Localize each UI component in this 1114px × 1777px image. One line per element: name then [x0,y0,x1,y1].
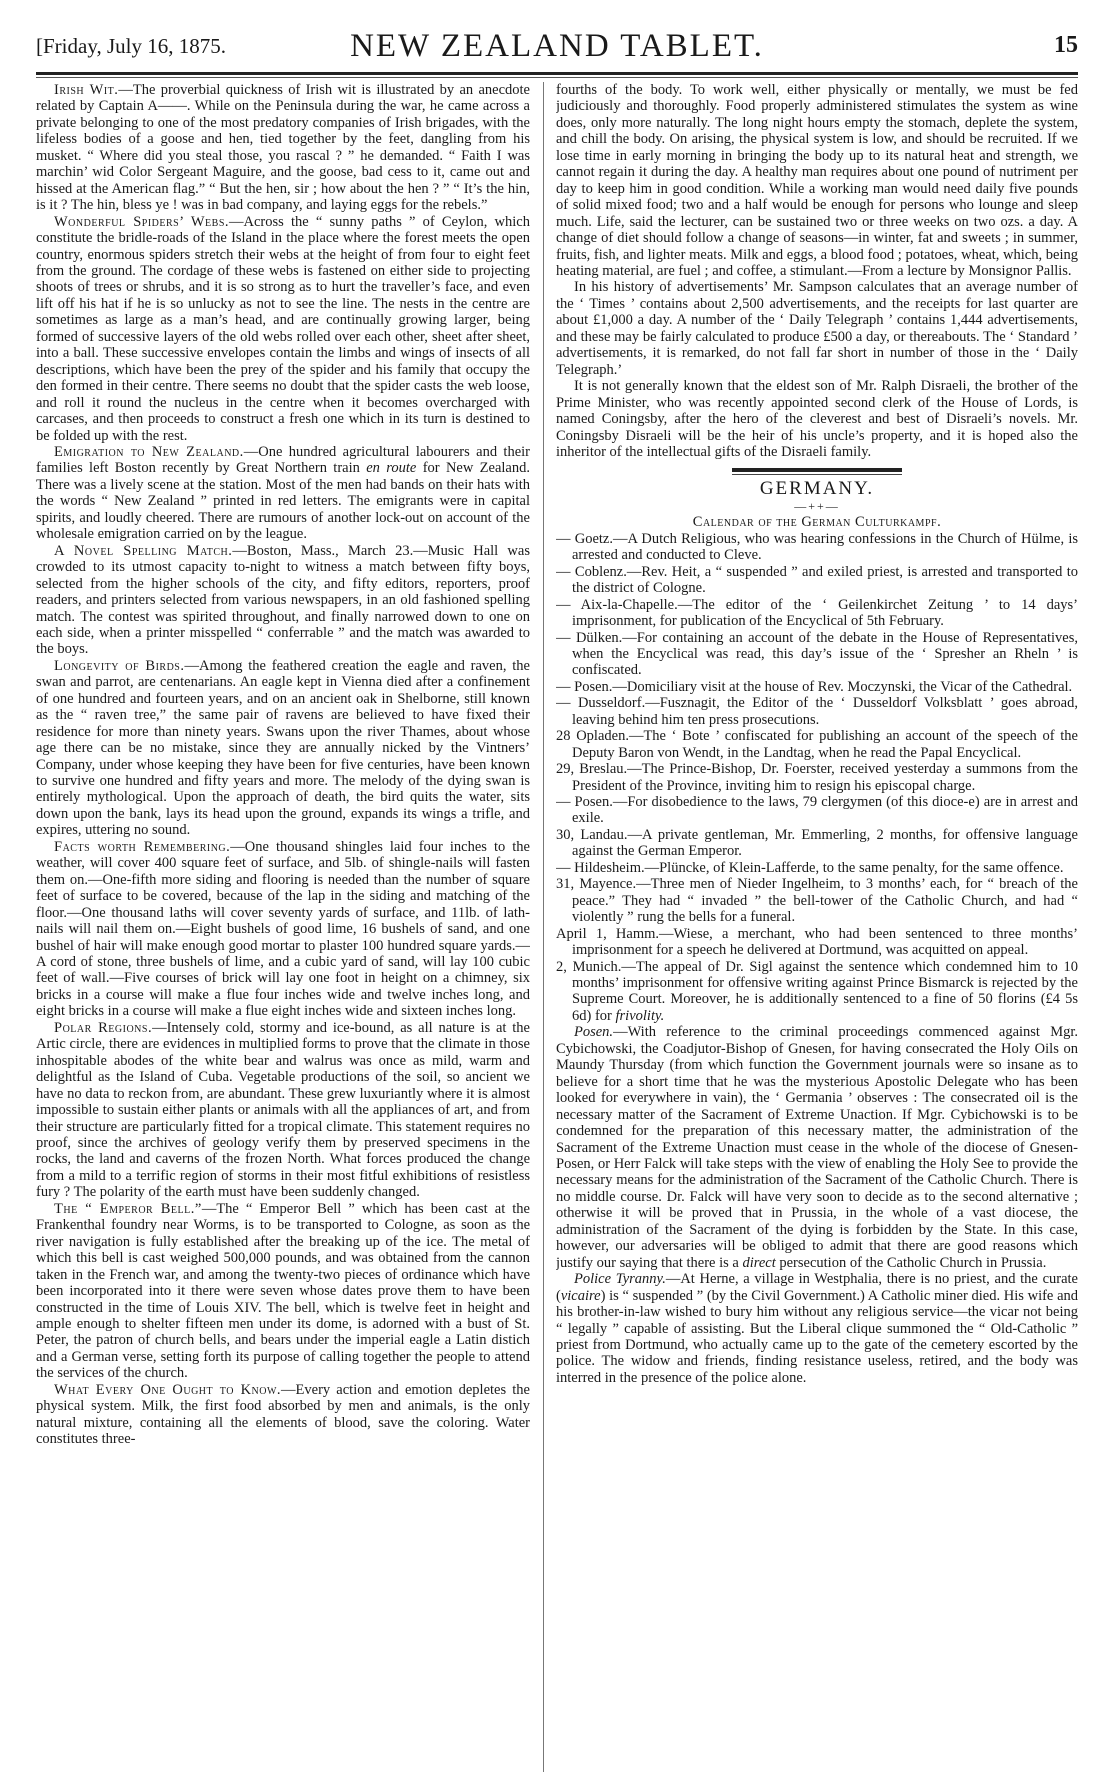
article-polar-regions [36,1020,530,1201]
article-heading: Wonderful Spiders’ Webs. [54,213,230,230]
issue-date: [Friday, July 16, 1875. [36,34,226,58]
article-body: —One thousand shingles laid four inches to the weather, will cover 400 square feet of surface, and 5lb. of shingle-nails will fasten them on.—One-fifth more siding and flooring is needed than the number of square feet of surface to be covered, because of the lap in the siding and matching of the floor.—One thousand laths will cover seventy yards of surface, and 11lb. of lath-nails will nail them on.—Eight bushels of good lime, 16 bushels of sand, and one bushel of hair will make enough good mortar to plaster 100 hundred square yards.—A cord of stone, three bushels of lime, and a cubic yard of sand, will lay 100 cubic feet of wall.—Five courses of brick will lay one foot in height on a chimney, six bricks in a course will make a flue four inches wide and twelve inches long, and eight bricks in a course will make a flue eight inches wide and sixteen inches long. [36,838,530,1020]
page-number: 15 [1054,32,1078,58]
column-divider [543,82,544,1772]
article-posen [556,1024,1078,1271]
left-column [36,82,530,1772]
article-body: —At Herne, a village in Westphalia, there is no priest, and the curate ( [556,1271,1078,1304]
article-body: ) is “ suspended ” (by the Civil Government.) A Catholic miner died. His wife and his brother-in-law wished to bury him without any religious service—the vicar not being “ legally ” capable of assisting. But the Liberal clique summoned the “ Old-Catholic ” priest from Dortmund, who actually came up to the gate of the cemetery escorted by the police. The widow and friends, finding resistance useless, retired, and the body was interred in the presence of the police alone. [556,1287,1078,1386]
article-irish-wit [36,82,530,214]
article-body: —Among the feathered creation the eagle and raven, the swan and parrot, are centenarians. An eagle kept in Vienna died after a confinement of one hundred and fourteen years, and on an ancient oak in Shelborne, still known as the “ raven tree,” the same pair of ravens are believed to have fixed their residence for more than ninety years. Swans upon the river Thames, about whose age there can be no mistake, since they are annually nicked by the Vintners’ Company, under whose keeping they have been for five centuries, have been known to survive one hundred and fifty years and more. The melody of the dying swan is entirely mythological. Upon the approach of death, the bird quits the water, sits down upon the bank, lays its head upon the ground, expands its wings a trifle, and expires, uttering no sound. [36,657,530,839]
article-italic: direct [742,1254,776,1271]
article-italic: en route [366,460,417,477]
article-spelling-match [36,543,530,658]
article-disraeli: It is not generally known that the eldest son of Mr. Ralph Disraeli, the brother of the Prime Minister, who was recently appointed second clerk of the House of Lords, is named Coningsby, after the hero of the cleverest and best of Disraeli’s novels. Mr. Coningsby Disraeli will be the heir of his uncle’s property, and it is hoped also the inheritor of the intellectual gifts of the Disraeli family. [556,378,1078,460]
calendar-entry: — Goetz.—A Dutch Religious, who was hearing confessions in the Church of Hülme, is arrested and conducted to Cleve. [556,530,1078,564]
article-italic: vicaire [560,1287,601,1304]
article-body: —Boston, Mass., March 23.—Music Hall was crowded to its utmost capacity to-night to witness a match between fifty boys, selected from the higher schools of the city, and fifty editors, reporters, proof readers, and printers selected from various newspapers, in an old fashioned spelling match. The contest was spirited throughout, and finally narrowed down to one on each side, when a printer misspelled “ conferrable ” and the match was awarded to the boys. [36,542,530,658]
calendar-entry-munich [556,959,1078,1025]
calendar-entry: 28 Opladen.—The ‘ Bote ’ confiscated for publishing an account of the speech of the Deputy Baron von Wendt, in the Landtag, when he read the Papal Encyclical. [556,728,1078,761]
masthead [36,28,1078,72]
article-body: —With reference to the criminal proceedings commenced against Mgr. Cybichowski, the Coadjutor-Bishop of Gnesen, for having consecrated the Holy Oils on Maundy Thursday (from which function the Government journals were so insane as to believe for a short time that he was the mysterious Apostolic Delegate who has been looked for everywhere in vain), the ‘ Germania ’ observes : The consecrated oil is the necessary matter of the Sacrament of Extreme Unaction. If Mgr. Cybichowski is to be condemned for the preparation of this necessary matter, the administration of the Sacrament of the Extreme Unaction must cease in the whole of the diocese of Gnesen-Posen, or Herr Falck will take steps with the view of enabling the Holy See to provide the necessary means for the administration of the Sacrament of the Catholic Church. There is no middle course. Dr. Falck will have very soon to decide as to the second alternative ; otherwise it will be proved that in Prussia, in the whole of a vast diocese, the administration of the Sacrament of the dying is forbidden by the State. In this case, however, our adversaries will be obliged to admit that there are good reasons which justify our saying that there is a [556,1024,1078,1271]
calendar-entry: 29, Breslau.—The Prince-Bishop, Dr. Foerster, received yesterday a summons from the President of the Province, inviting him to resign his episcopal charge. [556,761,1078,794]
calendar-entry-italic: frivolity. [615,1007,665,1024]
article-longevity-birds [36,658,530,839]
article-advertisements: In his history of advertisements’ Mr. Sampson calculates that an average number of the ‘ Times ’ contains about 2,500 advertisements, and the receipts for last quarter are about £1,000 a day. A number of the ‘ Daily Telegraph ’ contains 1,444 advertisements, and these may be fairly calculated to produce £500 a day, or thereabouts. The ‘ Standard ’ advertisements, it is remarked, do not fall far short in number of those in the ‘ Daily Telegraph.’ [556,279,1078,378]
article-heading: Police Tyranny. [574,1271,666,1288]
article-heading: A Novel Spelling Match. [54,542,233,559]
article-body: —The “ Emperor Bell ” which has been cast at the Frankenthal foundry near Worms, is to be transported to Cologne, as soon as the river navigation is fully established after the breaking up of the ice. The metal of which this bell is cast weighed 500,000 pounds, and was obtained from the cannon taken in the French war, and among the twenty-two pieces of ordinance which have been incorporated into it there were seven whose dates prove them to have been constructed in the time of Louis XIV. The bell, which is twelve feet in height and ample enough to shelter fifteen men under its dome, is adorned with a bust of St. Peter, the patron of church bells, and bears under the imperial eagle a Latin distich and a German verse, setting forth its purpose of calling together the people to attend the services of the church. [36,1200,530,1382]
section-title-germany: GERMANY. [759,478,875,500]
article-heading: Facts worth Remembering. [54,838,231,855]
masthead-rule-thin [36,77,1078,78]
calendar-entry-text: 2, Munich.—The appeal of Dr. Sigl against the sentence which condemned him to 10 months’ imprisonment for offensive writing against Prince Bismarck is rejected by the Supreme Court. Moreover, he is additionally sentenced to a fine of 50 florins (£4 5s 6d) for [556,958,1078,1024]
calendar-entry: — Hildesheim.—Plüncke, of Klein-Lafferde, to the same penalty, for the same offence. [556,859,1064,876]
article-body: —The proverbial quickness of Irish wit is illustrated by an anecdote related by Captain A——. While on the Peninsula during the war, he came across a private belonging to one of the most predatory companies of Irish brigades, with the lifeless bodies of a goose and hen, tied together by the feet, dangling from his musket. “ Where did you steal those, you rascal ? ” he demanded. “ Faith I was marchin’ wid Color Sergeant Maguire, and the goose, bad cess to it, came out and hissed at the American flag.” “ But the hen, sir ; how about the hen ? ” “ It’s the hin, is it ? The hin, bless ye ! was in bad company, and laying eggs for the rebels.” [36,82,530,214]
article-body: for New Zealand. There was a lively scene at the station. Most of the men had bands on their hats with the words “ New Zealand ” printed in red letters. The emigrants were in capital spirits, and loudly cheered. There are rumours of another lock-out on account of the wholesale emigration carried on by the league. [36,460,530,543]
article-ought-to-know [36,1382,530,1448]
calendar-entry: — Dusseldorf.—Fusznagit, the Editor of the ‘ Dusseldorf Volksblatt ’ goes abroad, leaving behind him ten press prosecutions. [556,695,1078,728]
masthead-rule [36,72,1078,75]
calendar-entry: — Posen.—Domiciliary visit at the house of Rev. Moczynski, the Vicar of the Cathedral. [556,678,1073,695]
article-body: persecution of the Catholic Church in Prussia. [775,1254,1047,1271]
article-facts [36,839,530,1020]
calendar-entry: April 1, Hamm.—Wiese, a merchant, who had been sentenced to three months’ imprisonment for a speech he delivered at Dortmund, was acquitted on appeal. [556,925,1078,959]
article-emperor-bell [36,1201,530,1382]
newspaper-title: NEW ZEALAND TABLET. [350,28,764,64]
calendar-entry: — Aix-la-Chapelle.—The editor of the ‘ Geilenkirchet Zeitung ’ to 14 days’ imprisonment, for publication of the Encyclical of 5th February. [556,596,1078,630]
article-body: —Across the “ sunny paths ” of Ceylon, which constitute the bridle-roads of the Island in the place where the forest meets the open country, enormous spiders stretch their webs at the height of from four to eight feet from the ground. The cordage of these webs is fastened on either side to projecting shoots of trees or shrubs, and it is so strong as to hurt the traveller’s face, and even lift off his hat if he is so unlucky as not to see the line. The nests in the centre are sometimes as large as a man’s head, and are continually growing larger, being formed of successive layers of the old webs rolled over each other, sheet after sheet, into a ball. These successive envelopes contain the limbs and wings of insects of all descriptions, which have been the prey of the spider and his family that occupy the den formed in their centre. There seems no doubt that the spider casts the web loose, and roll it round the nucleus in the centre when it becomes overcharged with carcases, and then proceeds to construct a fresh one which in its turn is destined to be folded up with the rest. [36,213,530,444]
article-body: —Every action and emotion depletes the physical system. Milk, the first food absorbed by men and animals, is the only natural mixture, containing all the elements of blood, save the coloring. Water constitutes three- [36,1381,530,1448]
calendar-entry: — Posen.—For disobedience to the laws, 79 clergymen (of this dioce-e) are in arrest and exile. [556,794,1078,827]
calendar-entry: 31, Mayence.—Three men of Nieder Ingelheim, to 3 months’ each, for “ breach of the peace.” They had “ invaded ” the bell-tower of the Catholic Church, and had “ violently ” rung the bells for a funeral. [556,876,1078,926]
article-heading: Irish Wit. [54,82,119,98]
calendar-entry: — Dülken.—For containing an account of the debate in the House of Representatives, when the Encyclical was read, this day’s issue of the ‘ Spresher an Rheln ’ is confiscated. [556,629,1078,679]
calendar-entry: 30, Landau.—A private gentleman, Mr. Emmerling, 2 months, for offensive language against the German Emperor. [556,826,1078,860]
article-police-tyranny [556,1271,1078,1386]
calendar-heading: Calendar of the German Culturkampf. [692,514,942,531]
article-heading: What Every One Ought to Know. [54,1381,282,1398]
article-spiders [36,214,530,444]
article-heading: Polar Regions. [54,1019,153,1036]
article-continuation: fourths of the body. To work well, either physically or mentally, we must be fed judiciously and thoroughly. Food properly administered stimulates the system as wine does, only more naturally. The long night hours empty the stomach, deplete the system, and chill the body. On arising, the physical system is low, and should be recruited. If we lose time in early morning in bringing the body up to its natural heat and strength, we cannot regain it during the day. A healthy man requires about one pound of nutriment per day to keep him in good condition. While a working man would need daily five pounds of solid mixed food; two and a half would be enough for persons who lounge and sleep much. Life, said the lecturer, can be sustained two or three weeks on two ozs. a day. A change of diet should follow a change of seasons—in winter, fat and sweets ; in summer, fruits, fish, and lighter meats. Milk and eggs, a blood food ; potatoes, wheat, which, being heating material, are fuel ; and coffee, a stimulant.—From a lecture by Monsignor Pallis. [556,82,1078,279]
article-body: —Intensely cold, stormy and ice-bound, as all nature is at the Artic circle, there are evidences in multiplied forms to prove that the climate in those inhospitable abodes of the white bear and walrus was once as mild, warm and delightful as the Island of Cuba. Vegetable productions of the soil, so ancient we have no data to reckon from, are abundant. These grew luxuriantly where it is almost impossible to sustain either plants or animals with all the appliances of art, and from their structure are particularly fitted for a tropical climate. This statement requires no proof, since the archives of geology verify them by preserved specimens in the rocks, the land and caverns of the frozen North. What forces produced the change from a mild to a terrific region of storms in their most fitful exhibitions of resistless fury ? The polarity of the earth must have been suddenly changed. [36,1019,530,1201]
section-rule-thin [732,474,902,475]
article-heading: Emigration to New Zealand. [54,443,244,460]
article-emigration [36,444,530,543]
article-heading: The “ Emperor Bell.” [54,1200,202,1217]
section-ornament: —++— [794,498,840,513]
article-heading: Posen. [574,1024,614,1041]
article-body: —One hundred agricultural labourers and their families left Boston recently by Great Northern train [36,443,530,477]
section-rule [732,468,902,472]
article-heading: Longevity of Birds. [54,657,185,674]
right-column [556,82,1078,1772]
calendar-entry: — Coblenz.—Rev. Heit, a “ suspended ” and exiled priest, is arrested and transported to the district of Cologne. [556,563,1078,597]
